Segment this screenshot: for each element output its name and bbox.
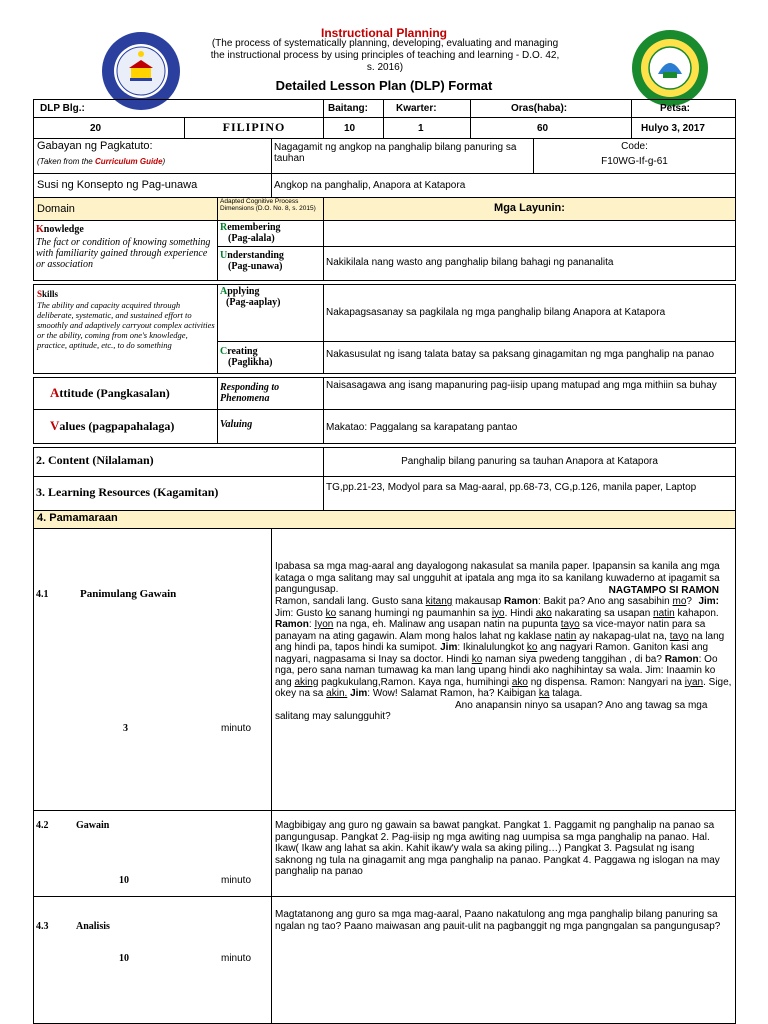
department-of-education-logo — [630, 28, 710, 108]
section-4-1-minutes: 3 — [123, 723, 128, 734]
mga-layunin-heading: Mga Layunin: — [323, 197, 736, 221]
section-4-1-content — [271, 528, 736, 811]
section-4-2-left: 4.2 Gawain 10 minuto — [33, 810, 272, 897]
story-title: NAGTAMPO SI RAMON — [608, 584, 719, 596]
gabayan-text: Nagagamit ng angkop na panghalip bilang panuring sa tauhan — [271, 138, 534, 174]
section-4-2-title: Gawain — [76, 820, 110, 831]
understanding-objective: Nakikilala nang wasto ang panghalip bilang bahagi ng pananalita — [323, 246, 736, 281]
section-4-1-left: 4.1 Panimulang Gawain 3 minuto — [33, 528, 272, 811]
section-4-2-minutes: 10 — [119, 875, 129, 886]
curriculum-guide-text: Curriculum Guide — [94, 157, 163, 166]
value-petsa: Hulyo 3, 2017 — [631, 117, 736, 139]
remembering-cell: Remembering (Pag-alala) — [217, 220, 324, 247]
value-dlp: 20 — [33, 117, 185, 139]
gabayan-label: Gabayan ng Pagkatuto: — [37, 140, 153, 152]
pamamaraan-heading: 4. Pamamaraan — [33, 510, 736, 529]
header-subtitle: (The process of systematically planning, developing, evaluating and managing the instructional process by using principles of teaching and learning - D.O. 42, s. 2016) — [210, 38, 560, 73]
value-kwarter: 1 — [383, 117, 471, 139]
understanding-cell: Understanding (Pag-unawa) — [217, 246, 324, 281]
label-baitang: Baitang: — [323, 99, 384, 118]
attitude-label: Attitude (Pangkasalan) — [33, 377, 218, 410]
gabayan-code-cell — [533, 138, 736, 174]
gabayan-label-cell — [33, 138, 272, 174]
section-4-2-content: Magbibigay ang guro ng gawain sa bawat pangkat. Pangkat 1. Paggamit ng panghalip na panao sa pangungusap. Pangkat 2. Pag-iisip ng mga awiting nag uumpisa sa mga panghalip na panao. Hal. Ikaw( Ikaw ang lahat sa akin. Kahit ikaw'y wala sa aking piling…) Pangkat 3. Pagsulat ng isang saknong ng tula na ginagamit ang mga panghalip na panao. Pangkat 4. Paggawa ng islogan na may panghalip na panao — [271, 810, 736, 897]
value-oras: 60 — [470, 117, 632, 139]
values-objective: Makatao: Paggalang sa karapatang pantao — [323, 409, 736, 444]
creating-cell: Creating (Paglikha) — [217, 341, 324, 374]
values-sub: Valuing — [217, 409, 324, 444]
resources-text: TG,pp.21-23, Modyol para sa Mag-aaral, pp.68-73, CG,p.126, manila paper, Laptop — [323, 476, 736, 511]
attitude-sub: Responding to Phenomena — [217, 377, 324, 410]
header-main-title: Detailed Lesson Plan (DLP) Format — [275, 78, 493, 93]
gabayan-note: (Taken from the Curriculum Guide) — [37, 157, 166, 166]
value-baitang: 10 — [323, 117, 384, 139]
label-dlp: DLP Blg.: — [33, 99, 324, 118]
label-kwarter: Kwarter: — [383, 99, 471, 118]
panimula-intro: Ipabasa sa mga mag-aaral ang dayalogong nakasulat sa manila paper. Ipapansin sa kanila ang mga kataga o mga salitang may sal ungguhit at ipatala ang mga ito sa kanilang kuwaderno at ipagamit sa pangungusap. — [275, 561, 720, 595]
skills-desc: The ability and capacity acquired through deliberate, systematic, and sustained effort to smoothly and adaptively carryout complex activities or the ability, coming from one's knowledge, practice, aptitude, etc., to do something — [37, 300, 215, 350]
creating-objective: Nakasusulat ng isang talata batay sa paksang ginagamitan ng mga panghalip na panao — [323, 341, 736, 374]
susi-text: Angkop na panghalip, Anapora at Katapora — [271, 173, 736, 198]
content-label: 2. Content (Nilalaman) — [33, 447, 324, 477]
header-title: Instructional Planning — [320, 26, 447, 40]
code-value: F10WG-If-g-61 — [601, 156, 668, 167]
susi-label: Susi ng Konsepto ng Pag-unawa — [33, 173, 272, 198]
section-4-3-title: Analisis — [76, 921, 110, 932]
remembering-objective — [323, 220, 736, 247]
knowledge-desc: The fact or condition of knowing something with familiarity gained through experience or association — [36, 237, 211, 270]
section-4-3-minutes: 10 — [119, 953, 129, 964]
applying-cell: Applying (Pag-aaplay) — [217, 284, 324, 342]
knowledge-cell: Knowledge The fact or condition of knowing something with familiarity gained through experience or association — [33, 220, 218, 281]
code-label: Code: — [621, 141, 648, 152]
domain-label: Domain — [33, 197, 218, 221]
values-label: Values (pagpapahalaga) — [33, 409, 218, 444]
section-4-3-content: Magtatanong ang guro sa mga mag-aaral, Paano nakatulong ang mga panghalip bilang panuring sa ngalan ng tao? Paano maiwasan ang pauit-ulit na pagbanggit ng mga pangngalan sa pangungusap? — [271, 896, 736, 1024]
adapted-dimensions: Adapted Cognitive Process Dimensions (D.O. No. 8, s. 2015) — [217, 197, 324, 221]
content-text: Panghalip bilang panuring sa tauhan Anapora at Katapora — [323, 447, 736, 477]
panimula-question: Ano anapansin ninyo sa usapan? Ano ang tawag sa mga salitang may salungguhit? — [275, 699, 708, 722]
label-petsa: Petsa: — [631, 99, 736, 118]
applying-objective: Nakapagsasanay sa pagkilala ng mga panghalip bilang Anapora at Katapora — [323, 284, 736, 342]
resources-label: 3. Learning Resources (Kagamitan) — [33, 476, 324, 511]
skills-cell: Skills The ability and capacity acquired through deliberate, systematic, and sustained effort to smoothly and adaptively carryout complex activities or the ability, coming from one's knowledge, practice, aptitude, etc., to do something — [33, 284, 218, 374]
attitude-objective: Naisasagawa ang isang mapanuring pag-iisip upang matupad ang mga mithiin sa buhay — [323, 377, 736, 410]
section-4-1-title: Panimulang Gawain — [80, 588, 177, 600]
value-subject: FILIPINO — [184, 117, 324, 139]
panimula-dialogue: Jim: Ramon, sandali lang. Gusto sana kitang makausap Ramon: Bakit pa? Ano ang sasabihin mo? Jim: Gusto ko sanang humingi ng paumanhin sa iyo. Hindi ako nakarating sa usapan natin kahapon. Ramon: Iyon na nga, eh. Malinaw ang usapan natin na pupunta tayo sa vice-mayor natin para sa panayam na ating gagawin. Alam mong halos lahat ng kaklase natin ay nakapag-ulat na, tayo na lang ang hindi pa, tapos hindi ka sumipot. Jim: Ikinalulungkot ko ang nagyari Ramon. Ganiton kasi ang nagyari, nagpasama si Inay sa doctor. Hindi ko naman siya pwedeng tanggihan , di ba? Ramon: Oo nga, pero sana naman tumawag ka man lang upang hindi ako naghihintay sa wala. Jim: Inaamin ko ang aking pagkukulang,Ramon. Kaya nga, humihingi ako ng dispensa. Ramon: Nangyari na iyan. Sige, okey na sa akin. Jim: Wow! Salamat Ramon, ha? Kaibigan ka talaga. — [275, 596, 732, 699]
label-oras: Oras(haba): — [470, 99, 632, 118]
section-4-3-left: 4.3 Analisis 10 minuto — [33, 896, 272, 1024]
